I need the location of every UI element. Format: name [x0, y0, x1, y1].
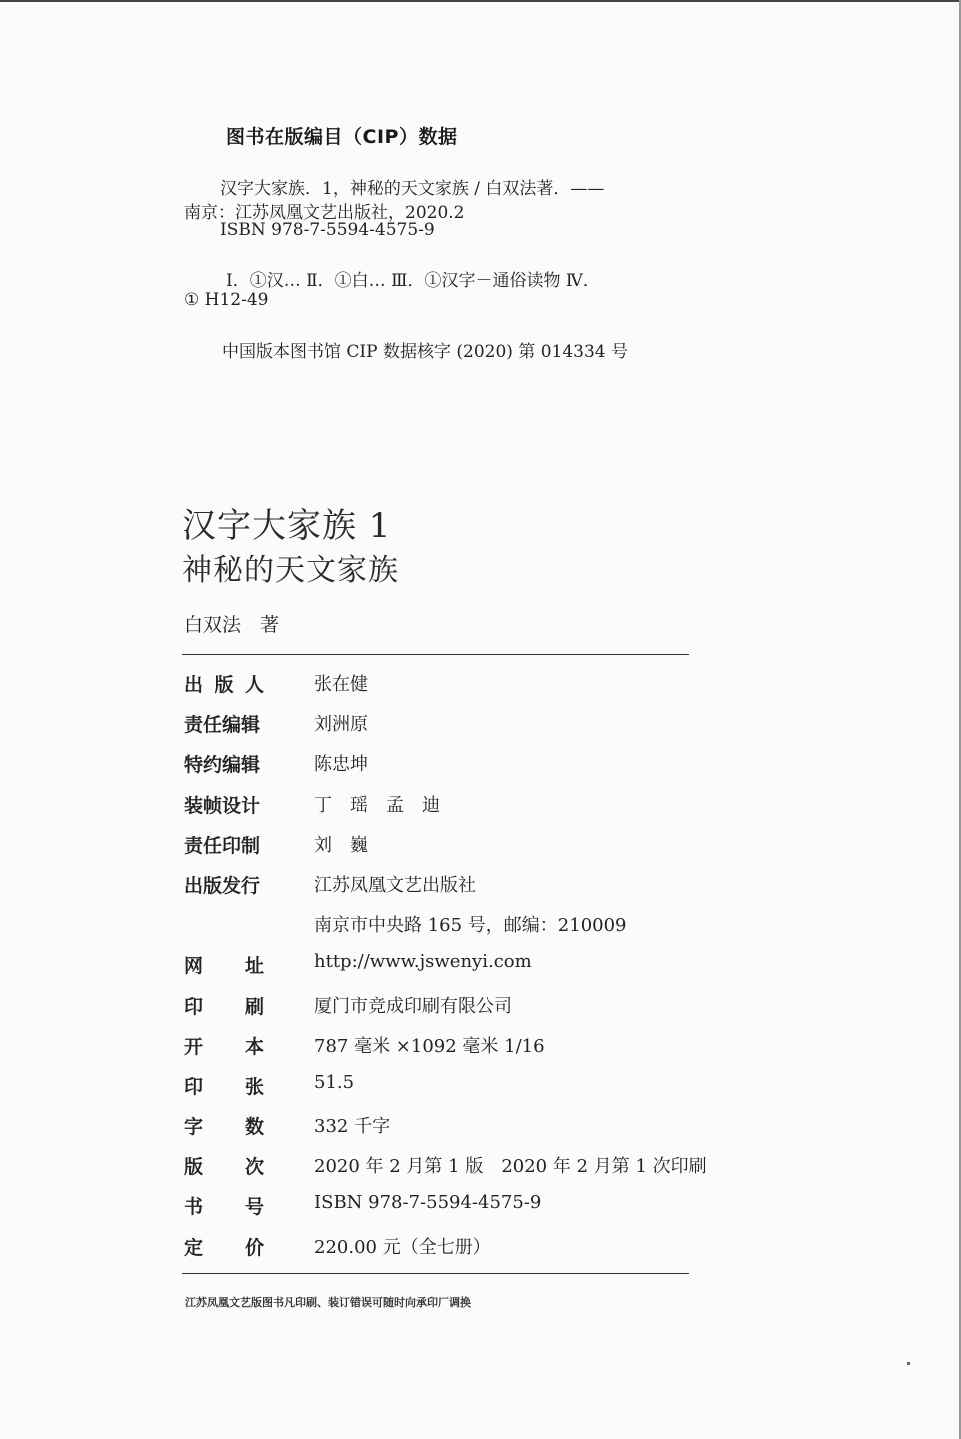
info-value: 2020 年 2 月第 1 版 2020 年 2 月第 1 次印刷: [314, 1156, 707, 1178]
info-label-char: 版: [184, 1156, 204, 1179]
info-value: 江苏凤凰文艺出版社: [314, 874, 476, 896]
info-value: 332 千字: [314, 1116, 391, 1138]
info-label-char: 出: [184, 674, 204, 696]
info-label-char: 价: [244, 1236, 264, 1259]
info-label: [184, 750, 264, 777]
book-subtitle: 神秘的天文家族: [182, 553, 399, 588]
cip-line-isbn: ISBN 978-7-5594-4575-9: [220, 220, 435, 240]
cip-line-classification-code: ① H12-49: [184, 290, 269, 310]
info-label-char: 本: [244, 1035, 264, 1058]
info-label: [184, 1152, 264, 1179]
top-edge-rule: [0, 0, 961, 2]
cip-heading: 图书在版编目（CIP）数据: [226, 126, 458, 148]
info-label-char: 书: [184, 1196, 204, 1219]
info-value: http://www.jswenyi.com: [314, 951, 532, 973]
speck-mark: [907, 1362, 910, 1365]
footnote: 江苏凤凰文艺版图书凡印刷、装订错误可随时向承印厂调换: [185, 1296, 471, 1309]
info-label: [184, 1112, 264, 1139]
info-value: ISBN 978-7-5594-4575-9: [314, 1192, 542, 1214]
info-label: [184, 791, 264, 818]
table-bottom-rule: [182, 1273, 689, 1274]
info-value: 220.00 元（全七册）: [314, 1236, 491, 1258]
info-value: 787 毫米 ×1092 毫米 1/16: [314, 1035, 545, 1057]
cip-line-publisher: 南京：江苏凤凰文艺出版社，2020.2: [184, 203, 465, 223]
info-value: 51.5: [314, 1071, 355, 1093]
cip-line-classification: Ⅰ．①汉… Ⅱ．①白… Ⅲ．①汉字－通俗读物 Ⅳ．: [226, 271, 600, 291]
info-label-char: 特约编辑: [184, 754, 261, 777]
info-label-char: 刷: [244, 995, 264, 1018]
info-label: [184, 1233, 264, 1260]
info-label-char: 责任印制: [184, 834, 261, 857]
info-label: [184, 992, 264, 1019]
cip-line-title: 汉字大家族．1，神秘的天文家族 / 白双法著．——: [220, 179, 605, 199]
info-value: 丁 瑶 孟 迪: [314, 794, 440, 816]
info-value: 南京市中央路 165 号，邮编：210009: [314, 915, 627, 937]
info-label-char: 印: [184, 995, 204, 1018]
table-top-rule: [182, 654, 689, 655]
info-value: 张在健: [314, 674, 368, 695]
info-label-char: 印: [184, 1075, 204, 1098]
info-label: [184, 710, 264, 737]
info-label-char: 责任编辑: [184, 714, 261, 737]
info-label: [184, 1072, 264, 1099]
info-label-char: 次: [244, 1156, 264, 1179]
info-label-char: 数: [244, 1116, 264, 1139]
info-label: [184, 951, 264, 978]
info-value: 刘洲原: [314, 714, 368, 736]
info-label: [184, 1032, 264, 1059]
info-value: 陈忠坤: [314, 754, 368, 776]
book-title: 汉字大家族 1: [182, 506, 392, 546]
info-label-char: 张: [244, 1075, 264, 1098]
author-line: 白双法 著: [184, 614, 280, 636]
info-label: [184, 670, 264, 697]
info-label: [184, 871, 264, 898]
info-label-char: 号: [244, 1196, 264, 1219]
info-label-char: 址: [244, 955, 264, 978]
info-value: 厦门市竞成印刷有限公司: [314, 995, 512, 1017]
info-label: [184, 1192, 264, 1219]
info-label-char: 人: [244, 674, 264, 696]
cip-line-data-number: 中国版本图书馆 CIP 数据核字 (2020) 第 014334 号: [222, 342, 629, 362]
info-label-char: 开: [184, 1035, 204, 1058]
info-label-char: 定: [184, 1236, 204, 1259]
info-label-char: 字: [184, 1116, 204, 1139]
info-label-char: 出版发行: [184, 874, 261, 897]
info-label-char: 版: [214, 674, 234, 696]
info-label-char: 装帧设计: [184, 794, 261, 817]
info-value: 刘 巍: [314, 834, 368, 856]
info-label-char: 网: [184, 955, 204, 978]
info-label: [184, 831, 264, 858]
